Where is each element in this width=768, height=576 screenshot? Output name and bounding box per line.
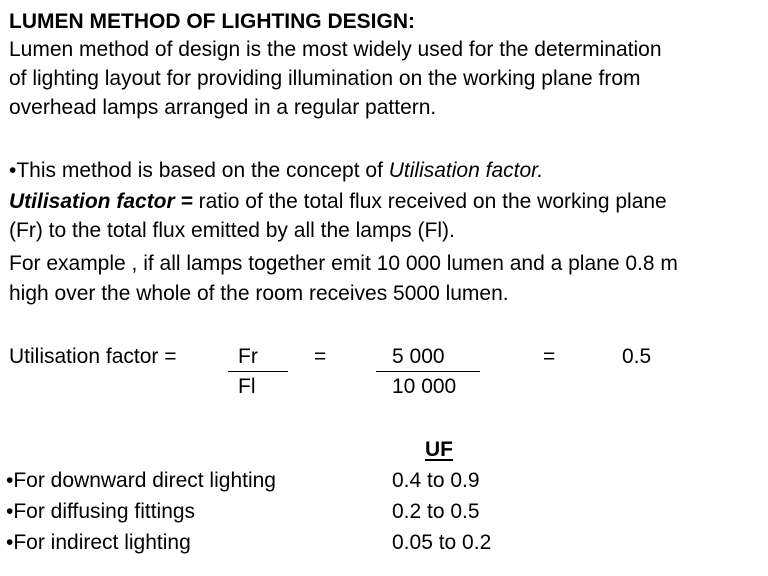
formula-numerator-value: 5 000	[392, 345, 445, 368]
slide-title: LUMEN METHOD OF LIGHTING DESIGN:	[9, 10, 415, 33]
fraction-bar-numeric	[376, 371, 480, 372]
formula-label: Utilisation factor =	[9, 345, 177, 368]
intro-line-2: of lighting layout for providing illumination on the working plane from	[9, 67, 641, 90]
uf-row-value: 0.2 to 0.5	[392, 500, 480, 523]
intro-line-1: Lumen method of design is the most widely used for the determination	[9, 38, 662, 61]
uf-row-value: 0.4 to 0.9	[392, 469, 480, 492]
intro-line-3: overhead lamps arranged in a regular pattern.	[9, 96, 437, 119]
formula-result: 0.5	[622, 345, 652, 368]
formula-equals-1: =	[314, 345, 327, 368]
uf-row-label: •For indirect lighting	[6, 531, 191, 554]
formula-numerator-symbol: Fr	[238, 345, 258, 368]
definition-line-1	[9, 190, 667, 214]
concept-line	[9, 159, 543, 183]
formula-equals-2: =	[543, 345, 556, 368]
definition-line-2: (Fr) to the total flux emitted by all the lamps (Fl).	[9, 219, 455, 242]
uf-header: UF	[425, 438, 453, 461]
example-line-1: For example , if all lamps together emit 10 000 lumen and a plane 0.8 m	[9, 252, 678, 275]
formula-denominator-value: 10 000	[392, 375, 457, 398]
uf-row-label: •For downward direct lighting	[6, 469, 276, 492]
definition-rest: ratio of the total flux received on the working plane	[192, 190, 667, 213]
fraction-bar-symbolic	[228, 371, 288, 372]
definition-term: Utilisation factor =	[9, 190, 193, 213]
example-line-2: high over the whole of the room receives 5000 lumen.	[9, 282, 509, 305]
concept-term: Utilisation factor.	[388, 159, 544, 182]
formula-denominator-symbol: Fl	[238, 375, 256, 398]
uf-row-value: 0.05 to 0.2	[392, 531, 492, 554]
concept-prefix: •This method is based on the concept of	[9, 159, 389, 182]
uf-row-label: •For diffusing fittings	[6, 500, 196, 523]
